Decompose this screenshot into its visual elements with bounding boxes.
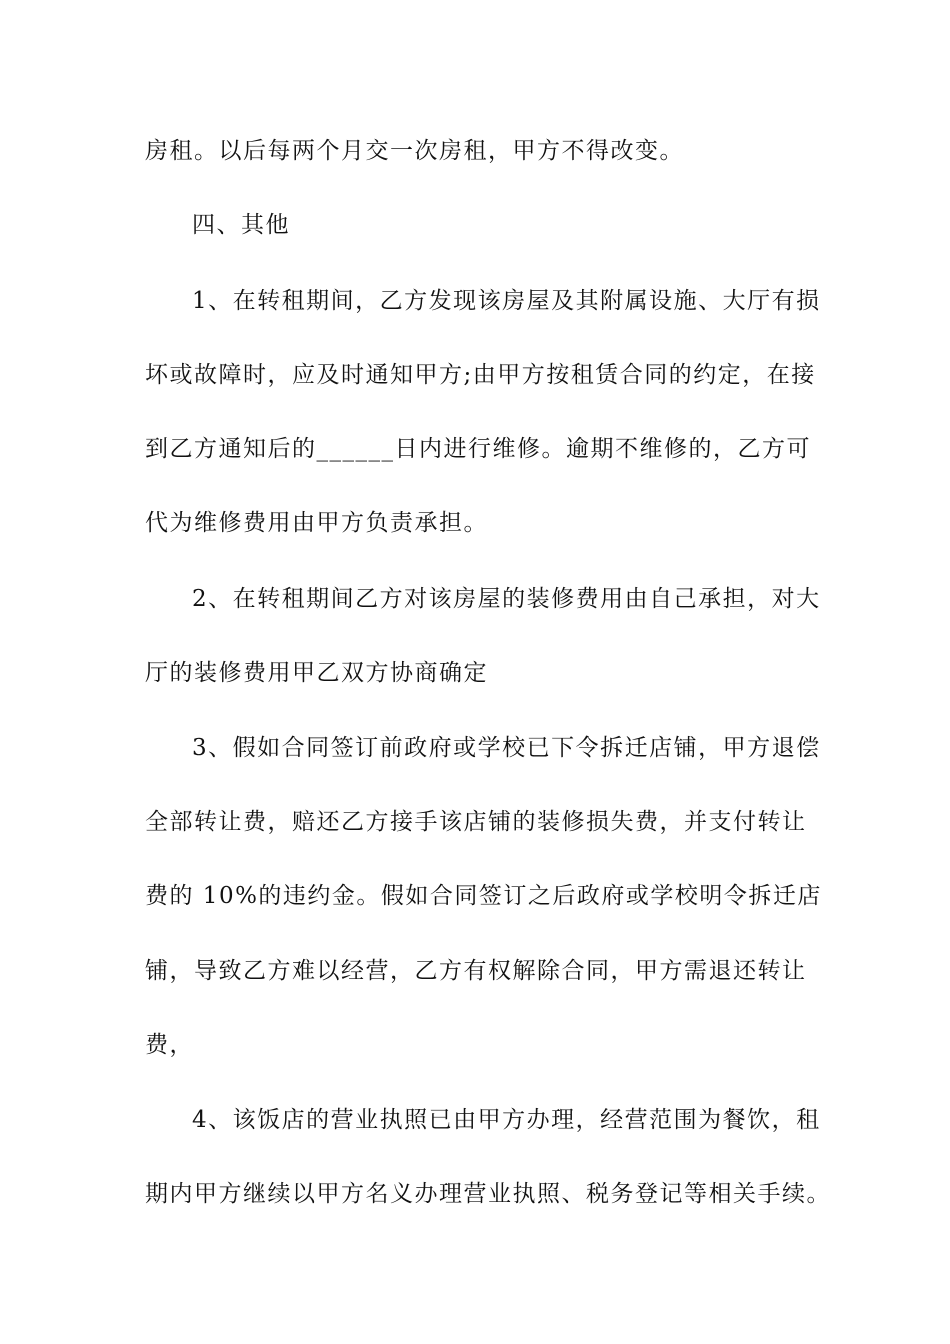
text-line: 1、在转租期间，乙方发现该房屋及其附属设施、大厅有损 xyxy=(192,288,821,314)
text-line: 铺，导致乙方难以经营，乙方有权解除合同，甲方需退还转让 xyxy=(145,958,807,984)
text-line: 2、在转租期间乙方对该房屋的装修费用由自己承担，对大 xyxy=(192,586,821,612)
text-line: 房租。以后每两个月交一次房租，甲方不得改变。 xyxy=(145,138,684,164)
text-line: 到乙方通知后的______日内进行维修。逾期不维修的，乙方可 xyxy=(145,436,811,462)
section-heading: 四、其他 xyxy=(192,212,290,238)
text-line: 3、假如合同签订前政府或学校已下令拆迁店铺，甲方退偿 xyxy=(192,735,821,761)
text-line: 4、该饭店的营业执照已由甲方办理，经营范围为餐饮，租 xyxy=(192,1107,821,1133)
text-line: 厅的装修费用甲乙双方协商确定 xyxy=(145,660,488,686)
text-line: 费， xyxy=(145,1032,194,1058)
text-line: 期内甲方继续以甲方名义办理营业执照、税务登记等相关手续。 xyxy=(145,1181,831,1207)
text-line: 代为维修费用由甲方负责承担。 xyxy=(145,510,488,536)
text-line: 全部转让费，赔还乙方接手该店铺的装修损失费，并支付转让 xyxy=(145,809,807,835)
text-line: 费的 10%的违约金。假如合同签订之后政府或学校明令拆迁店 xyxy=(145,883,822,909)
text-line: 坏或故障时，应及时通知甲方;由甲方按租赁合同的约定，在接 xyxy=(145,362,816,388)
